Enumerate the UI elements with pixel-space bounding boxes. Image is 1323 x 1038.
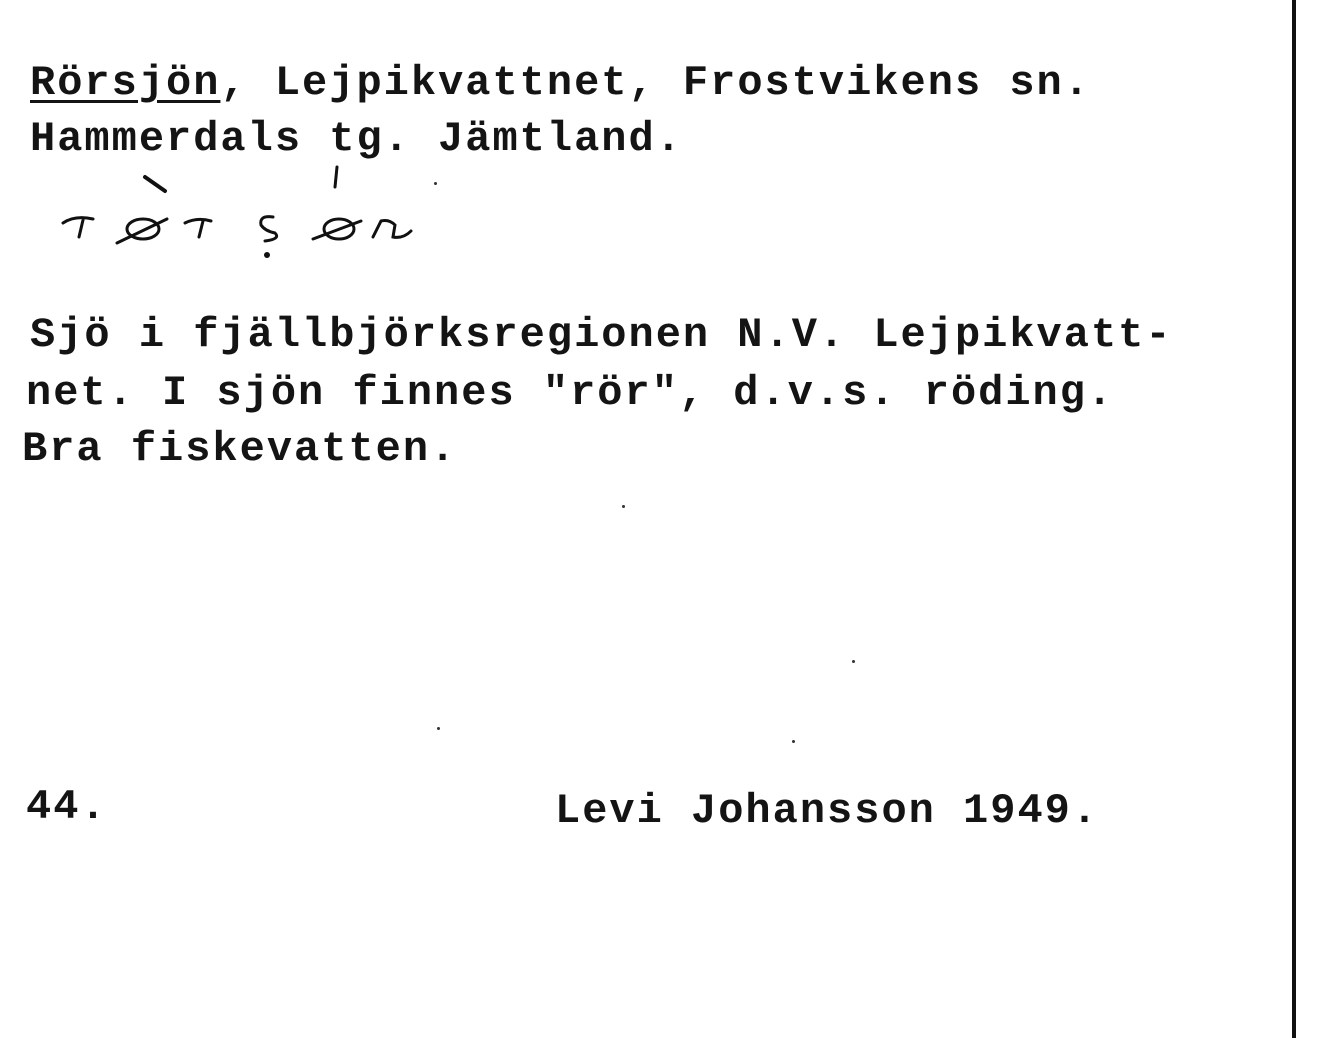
paper-speck — [792, 740, 795, 743]
header-location: , Lejpikvattnet, Frostvikens sn. — [220, 59, 1091, 107]
phonetic-transcription-handwritten — [55, 165, 455, 275]
header-line-1 — [30, 59, 1091, 107]
card-edge-line — [1292, 0, 1296, 1038]
author-and-year: Levi Johansson 1949. — [555, 787, 1100, 835]
body-line-1: Sjö i fjällbjörksregionen N.V. Lejpikvatt- — [30, 311, 1173, 359]
body-line-3: Bra fiskevatten. — [22, 425, 458, 473]
headword: Rörsjön — [30, 59, 221, 107]
body-line-2: net. I sjön finnes "rör", d.v.s. röding. — [26, 369, 1115, 417]
paper-speck — [852, 660, 855, 663]
header-line-2: Hammerdals tg. Jämtland. — [30, 115, 683, 163]
paper-speck — [434, 182, 437, 185]
paper-speck — [622, 505, 625, 508]
paper-speck — [437, 727, 440, 730]
card-number: 44. — [26, 783, 108, 831]
